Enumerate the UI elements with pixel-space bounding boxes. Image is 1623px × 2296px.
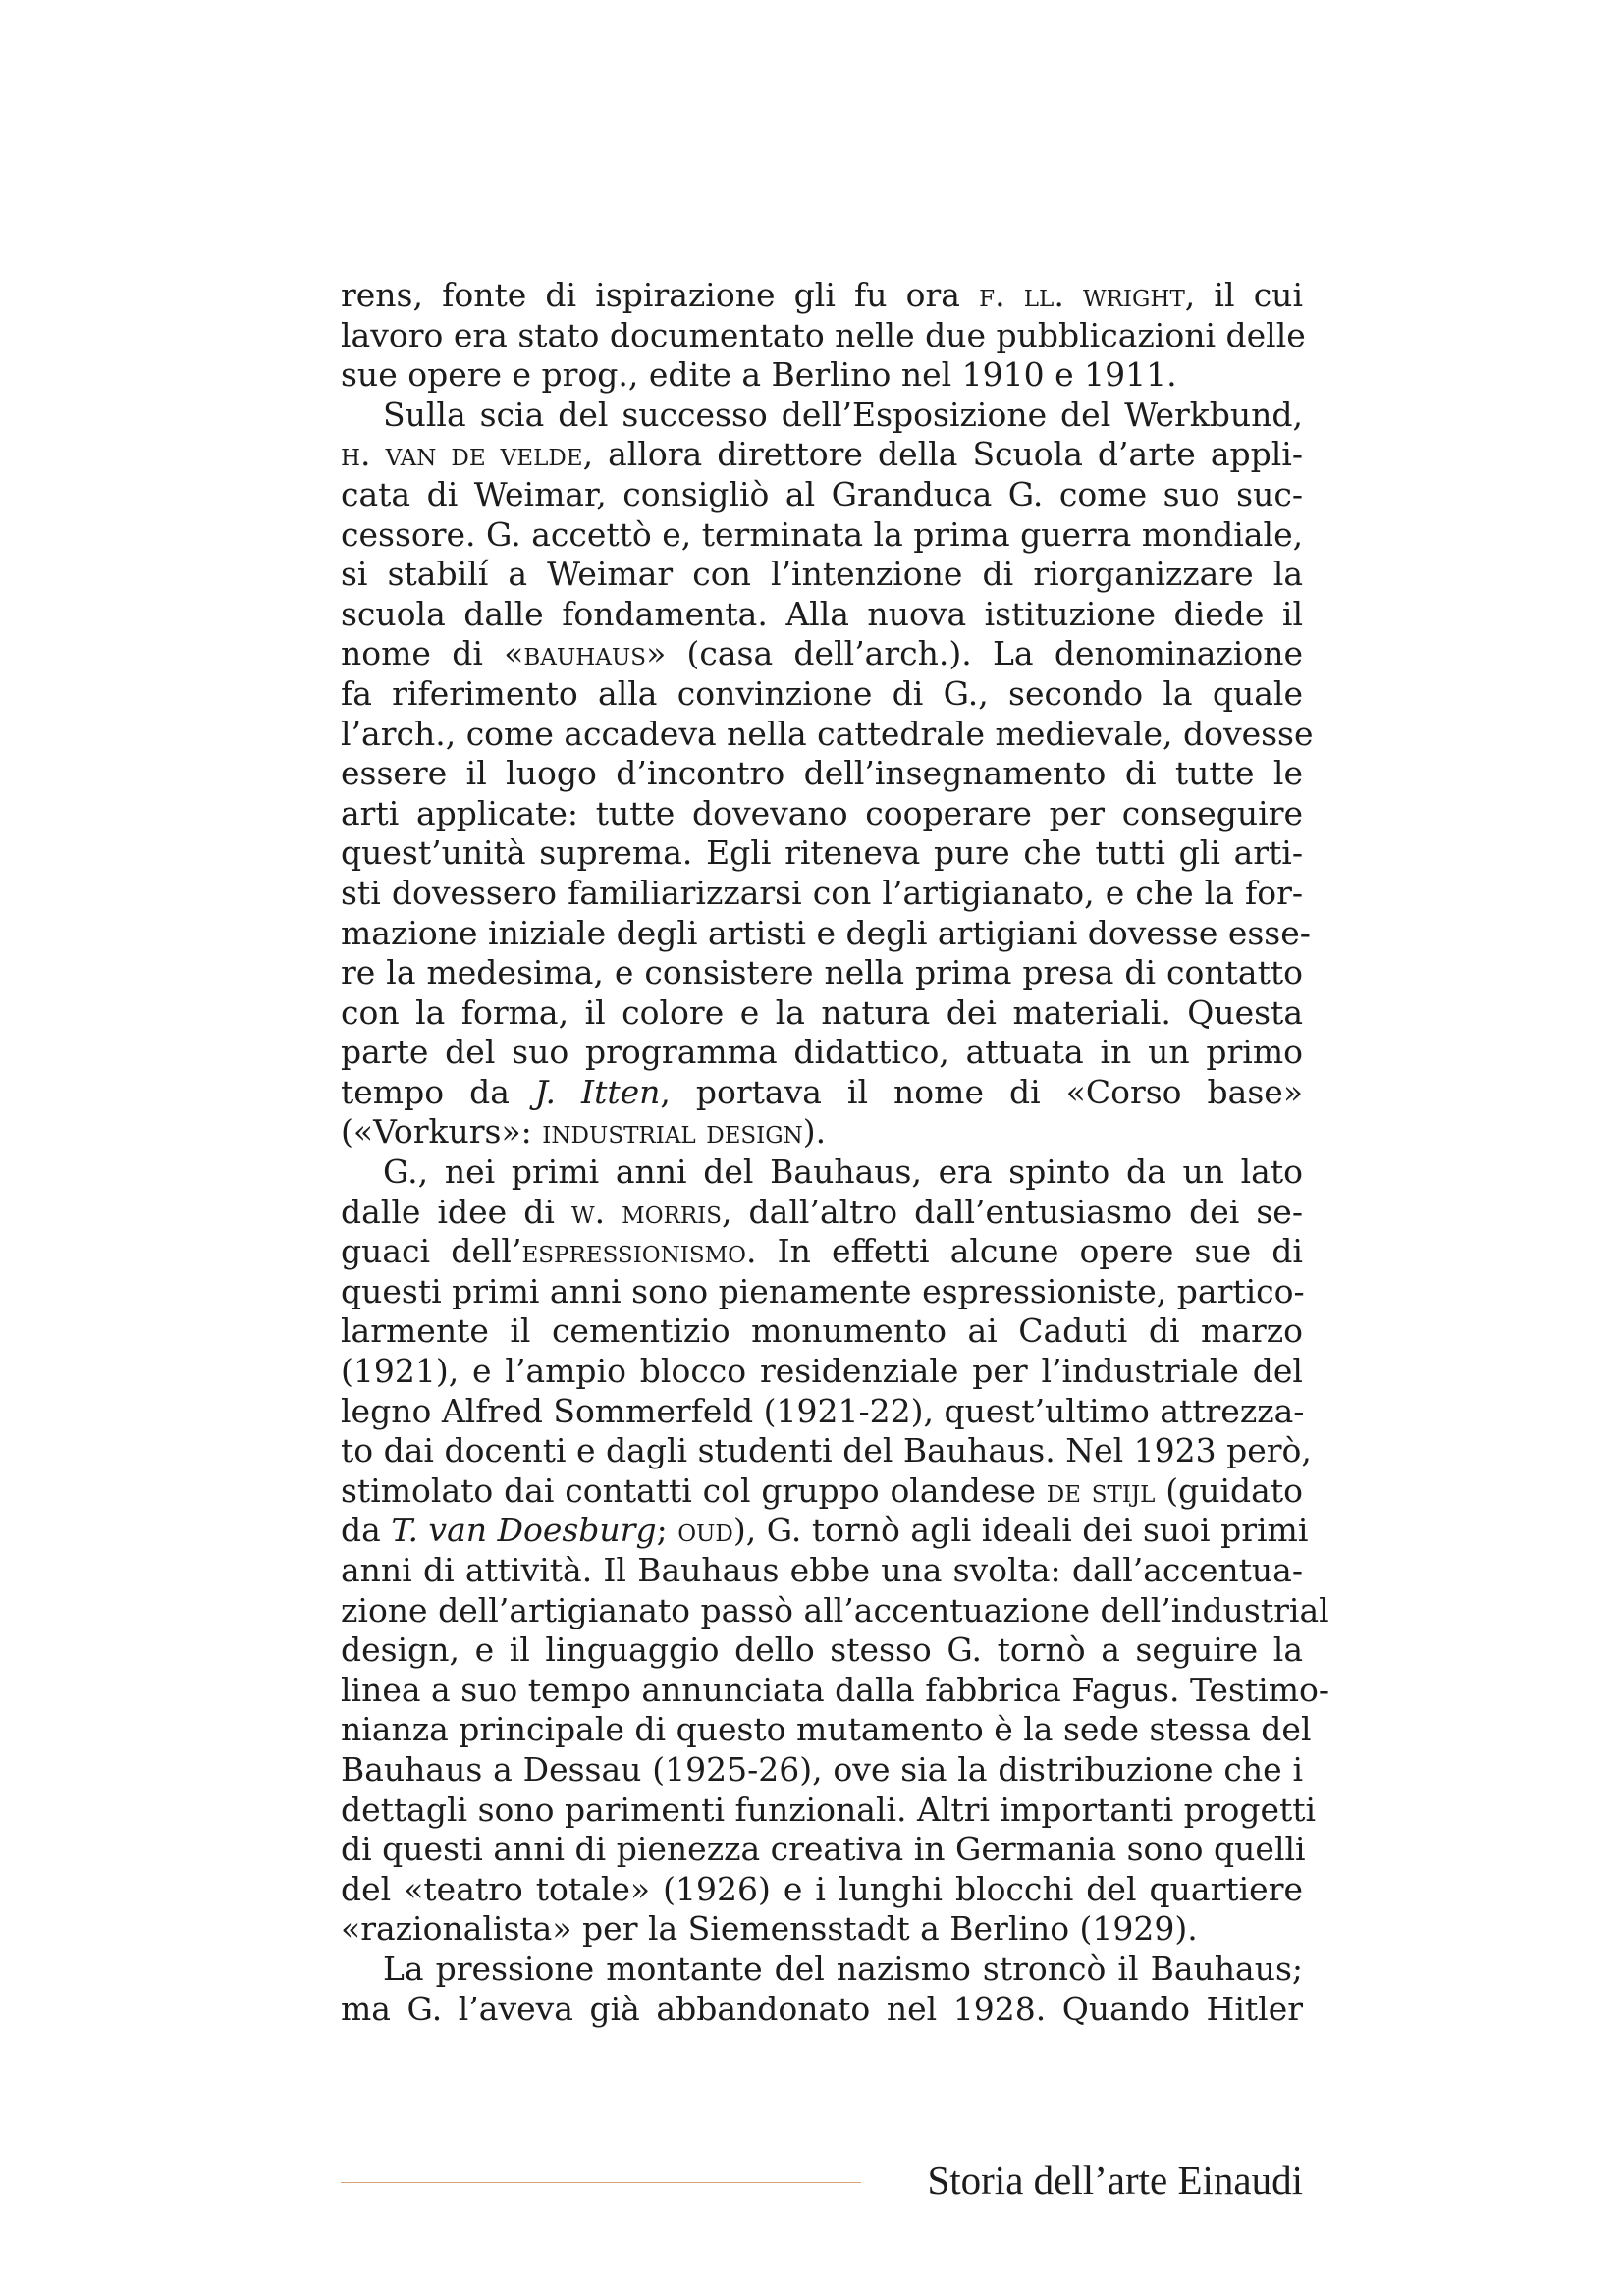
text-run: La pressione montante del nazismo stroncò il Bauhaus;: [383, 1949, 1303, 1988]
text-run: . In effetti alcune opere sue di: [746, 1232, 1303, 1271]
small-caps-reference: industrial design: [542, 1112, 803, 1151]
text-line: [341, 1431, 1312, 1471]
text-run: stimolato dai contatti col gruppo olandese: [341, 1470, 1047, 1510]
text-line: [341, 1193, 1303, 1233]
text-run: cata di Weimar, consigliò al Granduca G. come suo suc-: [341, 474, 1303, 513]
text-run: linea a suo tempo annunciata dalla fabbrica Fagus. Testimo-: [341, 1670, 1329, 1709]
text-run: G., nei primi anni del Bauhaus, era spinto da un lato: [383, 1152, 1303, 1192]
text-run: rens, fonte di ispirazione gli fu ora: [341, 276, 980, 314]
text-run: sti dovessero familiarizzarsi con l’artigianato, e che la for-: [341, 873, 1303, 912]
text-line: [341, 874, 1303, 914]
text-line: [341, 1272, 1303, 1312]
text-run: ).: [802, 1112, 827, 1151]
small-caps-reference: espressionismo: [521, 1232, 747, 1271]
footer-rule: [341, 2182, 861, 2183]
body-text: [341, 276, 1329, 2029]
italic-name: J. Itten: [534, 1072, 661, 1111]
text-run: l’arch., come accadeva nella cattedrale medievale, dovesse: [341, 714, 1314, 753]
text-line: [341, 1909, 1303, 1949]
text-line: [341, 1590, 1329, 1631]
italic-name: T. van Doesburg: [391, 1511, 657, 1550]
small-caps-reference: w. morris: [570, 1192, 723, 1231]
text-line: [341, 794, 1303, 834]
text-run: essere il luogo d’incontro dell’insegnamento di tutte le: [341, 754, 1303, 793]
text-line: [341, 913, 1311, 954]
text-run: , il cui: [1184, 276, 1303, 314]
text-run: ), G. tornò agli ideali dei suoi primi: [732, 1511, 1309, 1550]
text-line: [341, 993, 1303, 1034]
text-line: [341, 833, 1303, 874]
text-line: [341, 315, 1306, 356]
text-line: [341, 754, 1303, 794]
text-run: del «teatro totale» (1926) e i lunghi blocchi del quartiere: [341, 1869, 1303, 1908]
text-line: [341, 1352, 1303, 1392]
text-run: Bauhaus a Dessau (1925-26), ove sia la distribuzione che i: [341, 1749, 1303, 1789]
text-line: [341, 1789, 1317, 1831]
text-line: [341, 674, 1303, 715]
text-run: scuola dalle fondamenta. Alla nuova istituzione diede il: [341, 594, 1303, 633]
text-line: [341, 1990, 1303, 2030]
text-line: [341, 515, 1303, 556]
text-run: , dall’altro dall’entusiasmo dei se-: [722, 1192, 1303, 1231]
text-line: [341, 1830, 1306, 1870]
text-run: larmente il cementizio monumento ai Caduti di marzo: [341, 1311, 1303, 1351]
text-line: [341, 1551, 1303, 1591]
text-run: «razionalista» per la Siemensstadt a Berlino (1929).: [341, 1909, 1198, 1949]
text-line: [341, 1630, 1303, 1671]
text-line: [341, 1392, 1303, 1432]
text-line: [341, 396, 1303, 436]
text-line: [341, 555, 1303, 595]
text-run: mazione iniziale degli artisti e degli artigiani dovesse esse-: [341, 913, 1311, 952]
text-run: anni di attività. Il Bauhaus ebbe una svolta: dall’accentua-: [341, 1551, 1303, 1589]
text-run: dettagli sono parimenti funzionali. Altri importanti progetti: [341, 1789, 1317, 1829]
text-run: questi primi anni sono pienamente espressioniste, partico-: [341, 1271, 1305, 1310]
text-run: nome di «: [341, 634, 524, 673]
text-run: » (casa dell’arch.). La denominazione: [646, 634, 1303, 673]
text-line: [341, 1750, 1303, 1790]
text-line: [341, 1073, 1303, 1113]
text-run: nianza principale di questo mutamento è la sede stessa del: [341, 1710, 1312, 1749]
text-run: con la forma, il colore e la natura dei materiali. Questa: [341, 992, 1303, 1032]
text-line: [341, 1311, 1303, 1352]
text-run: dalle idee di: [341, 1192, 571, 1231]
text-run: quest’unità suprema. Egli riteneva pure che tutti gli arti-: [341, 833, 1303, 873]
text-line: [341, 634, 1303, 674]
small-caps-reference: oud: [677, 1511, 733, 1550]
text-run: lavoro era stato documentato nelle due pubblicazioni delle: [341, 315, 1306, 354]
text-line: [341, 1870, 1303, 1910]
text-line: [341, 1232, 1303, 1272]
text-line: [341, 355, 1303, 396]
text-line: [341, 714, 1314, 755]
text-line: [341, 1471, 1303, 1512]
text-run: design, e il linguaggio dello stesso G. tornò a seguire la: [341, 1630, 1303, 1670]
text-run: Sulla scia del successo dell’Esposizione del Werkbund,: [383, 395, 1303, 434]
text-run: guaci dell’: [341, 1232, 522, 1271]
text-run: da: [341, 1511, 392, 1550]
small-caps-reference: bauhaus: [523, 634, 647, 673]
text-line: [341, 1949, 1303, 1990]
text-line: [341, 475, 1303, 515]
footer-title: Storia dell’arte Einaudi: [927, 2158, 1303, 2203]
text-line: [341, 953, 1303, 993]
text-run: , allora direttore della Scuola d’arte appli-: [582, 435, 1304, 474]
text-run: to dai docenti e dagli studenti del Bauhaus. Nel 1923 però,: [341, 1431, 1312, 1470]
text-run: legno Alfred Sommerfeld (1921-22), quest’ultimo attrezza-: [341, 1391, 1305, 1430]
text-line: [341, 1670, 1329, 1711]
text-run: cessore. G. accettò e, terminata la prima guerra mondiale,: [341, 514, 1304, 554]
text-line: [341, 1152, 1303, 1193]
text-run: , portava il nome di «Corso base»: [660, 1072, 1304, 1111]
text-run: (1921), e l’ampio blocco residenziale per l’industriale del: [341, 1352, 1303, 1391]
small-caps-reference: de stijl: [1046, 1470, 1156, 1510]
text-run: arti applicate: tutte dovevano cooperare per conseguire: [341, 793, 1303, 832]
text-run: (guidato: [1155, 1470, 1303, 1510]
text-line: [341, 1710, 1312, 1750]
text-line: [341, 1033, 1303, 1073]
text-run: ;: [656, 1511, 678, 1550]
text-run: fa riferimento alla convinzione di G., secondo la quale: [341, 673, 1303, 713]
small-caps-reference: h. van de velde: [341, 435, 583, 474]
text-run: («Vorkurs»:: [341, 1112, 543, 1151]
text-run: tempo da: [341, 1072, 535, 1111]
text-run: ma G. l’aveva già abbandonato nel 1928. Quando Hitler: [341, 1989, 1303, 2028]
text-run: zione dell’artigianato passò all’accentuazione dell’industrial: [341, 1590, 1329, 1629]
text-line: [341, 1112, 1303, 1152]
text-line: [341, 595, 1303, 635]
text-run: si stabilí a Weimar con l’intenzione di riorganizzare la: [341, 555, 1303, 594]
small-caps-reference: f. ll. wright: [979, 276, 1185, 314]
text-run: di questi anni di pienezza creativa in Germania sono quelli: [341, 1830, 1306, 1869]
text-line: [341, 435, 1303, 475]
text-run: sue opere e prog., edite a Berlino nel 1910 e 1911.: [341, 355, 1177, 395]
text-line: [341, 276, 1303, 316]
text-run: parte del suo programma didattico, attuata in un primo: [341, 1033, 1303, 1072]
text-run: re la medesima, e consistere nella prima presa di contatto: [341, 953, 1303, 992]
text-line: [341, 1511, 1309, 1551]
